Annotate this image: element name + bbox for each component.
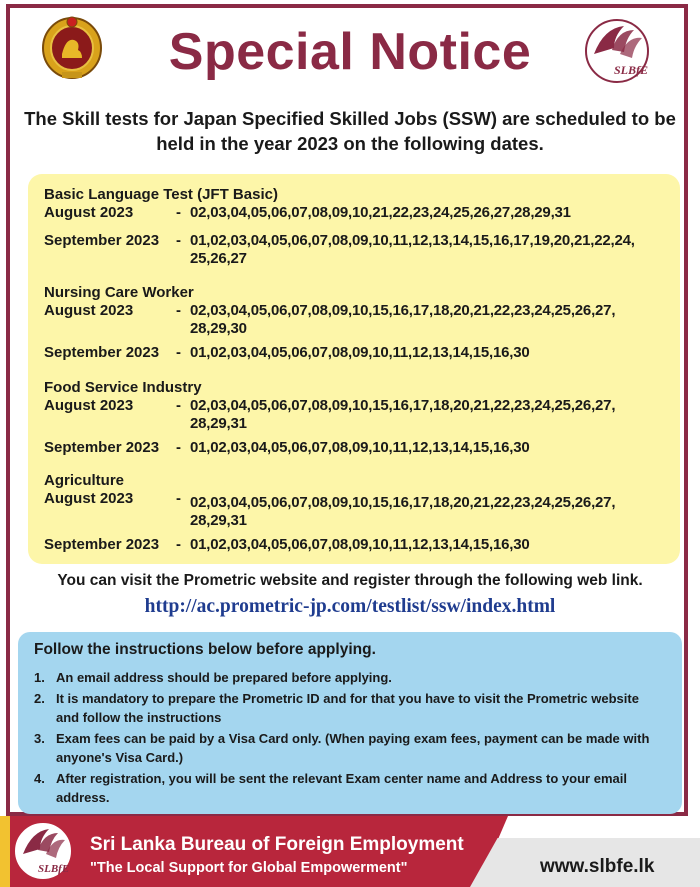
- item-text: Exam fees can be paid by a Visa Card only. (When paying exam fees, payment can be made with anyone's Visa Card.): [56, 731, 650, 765]
- dash: -: [176, 490, 181, 507]
- item-text: An email address should be prepared before applying.: [56, 670, 392, 685]
- list-item: [34, 668, 664, 687]
- section-jft-basic: [44, 186, 684, 268]
- item-number: 4.: [34, 771, 45, 786]
- instructions-list: [34, 668, 664, 809]
- dates-list: 02,03,04,05,06,07,08,09,10,21,22,23,24,25,26,27,28,29,31: [190, 204, 571, 221]
- logo-lettering: SLBfE: [38, 863, 70, 875]
- dates-list: 01,02,03,04,05,06,07,08,09,10,11,12,13,14,15,16,30: [190, 344, 530, 361]
- month-label: August 2023: [44, 490, 134, 507]
- dates-list: 02,03,04,05,06,07,08,09,10,15,16,17,18,20,21,22,23,24,25,26,27, 28,29,31: [190, 397, 616, 432]
- section-title: Basic Language Test (JFT Basic): [44, 186, 278, 203]
- dates-list: 01,02,03,04,05,06,07,08,09,10,11,12,13,14,15,16,17,19,20,21,22,24, 25,26,27: [190, 232, 635, 267]
- prometric-link[interactable]: http://ac.prometric-jp.com/testlist/ssw/index.html: [144, 596, 556, 617]
- month-label: September 2023: [44, 344, 160, 361]
- list-item: [34, 769, 664, 807]
- visit-text: You can visit the Prometric website and register through the following web link.: [57, 572, 643, 589]
- dates-list: 02,03,04,05,06,07,08,09,10,15,16,17,18,20,21,22,23,24,25,26,27, 28,29,31: [190, 494, 616, 529]
- slbfe-logo-icon: [14, 822, 72, 880]
- dash: -: [176, 397, 181, 414]
- dash: -: [176, 439, 181, 456]
- dates-list: 01,02,03,04,05,06,07,08,09,10,11,12,13,14,15,16,30: [190, 439, 530, 456]
- dash: -: [176, 302, 181, 319]
- footer-accent-stripe: [0, 816, 10, 887]
- schedule-row-september: [44, 536, 684, 554]
- month-label: September 2023: [44, 536, 160, 553]
- bureau-name: Sri Lanka Bureau of Foreign Employment: [90, 834, 464, 855]
- month-label: September 2023: [44, 232, 160, 249]
- item-number: 3.: [34, 731, 45, 746]
- logo-lettering: SLBfE: [614, 63, 649, 77]
- schedule-row-september: [44, 232, 684, 268]
- schedule-row-september: [44, 344, 684, 362]
- item-text: After registration, you will be sent the relevant Exam center name and Address to your email address.: [56, 771, 627, 805]
- intro-text: The Skill tests for Japan Specified Skilled Jobs (SSW) are scheduled to be held in the year 2023 on the following dates.: [24, 108, 676, 154]
- dash: -: [176, 344, 181, 361]
- list-item: [34, 689, 664, 727]
- instructions-title: Follow the instructions below before applying.: [34, 641, 376, 658]
- section-agriculture: [44, 472, 684, 554]
- schedule-row-august: [44, 302, 684, 338]
- section-title: Nursing Care Worker: [44, 284, 194, 301]
- schedule-row-september: [44, 439, 684, 457]
- month-label: August 2023: [44, 204, 134, 221]
- page-title: Special Notice: [168, 23, 532, 81]
- item-number: 2.: [34, 691, 45, 706]
- bureau-tagline: "The Local Support for Global Empowerment": [90, 860, 408, 876]
- dash: -: [176, 204, 181, 221]
- schedule-row-august: [44, 397, 684, 433]
- section-nursing-care: [44, 284, 684, 362]
- dash: -: [176, 536, 181, 553]
- list-item: [34, 729, 664, 767]
- section-food-service: [44, 379, 684, 457]
- section-title: Food Service Industry: [44, 379, 202, 396]
- month-label: August 2023: [44, 397, 134, 414]
- dates-list: 01,02,03,04,05,06,07,08,09,10,11,12,13,14,15,16,30: [190, 536, 530, 553]
- dash: -: [176, 232, 181, 249]
- month-label: August 2023: [44, 302, 134, 319]
- dates-list: 02,03,04,05,06,07,08,09,10,15,16,17,18,20,21,22,23,24,25,26,27, 28,29,30: [190, 302, 616, 337]
- item-number: 1.: [34, 670, 45, 685]
- month-label: September 2023: [44, 439, 160, 456]
- section-title: Agriculture: [44, 472, 125, 489]
- website-link[interactable]: www.slbfe.lk: [540, 856, 655, 877]
- schedule-row-august: [44, 204, 684, 222]
- schedule-row-august: [44, 490, 684, 530]
- item-text: It is mandatory to prepare the Prometric ID and for that you have to visit the Prometric website and follow the instructions: [56, 691, 639, 725]
